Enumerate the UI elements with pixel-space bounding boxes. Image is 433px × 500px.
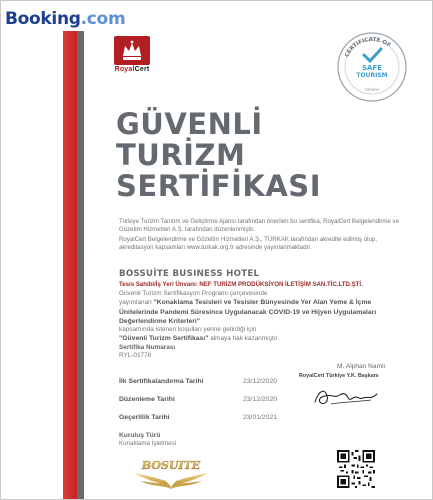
booking-brand-suffix: .com xyxy=(80,9,126,29)
title-line-3: SERTİFİKASI xyxy=(116,169,321,203)
body-line-3: kapsamında istenen koşulları yerine getirdiği için xyxy=(119,326,257,334)
hotel-name: BOSSUİTE BUSINESS HOTEL xyxy=(119,269,260,279)
booking-brand-text: Booking xyxy=(5,9,81,29)
bosuite-logo xyxy=(126,455,216,495)
red-side-band xyxy=(63,31,77,500)
owner-line xyxy=(119,281,363,288)
facility-type-label: Kuruluş Türü xyxy=(119,432,161,439)
seal-safe-text: SAFE xyxy=(361,64,383,72)
royalcert-label-cert: Cert xyxy=(134,66,150,73)
check-icon xyxy=(364,49,381,61)
certificate-body xyxy=(119,290,409,360)
first-certification-date: 23/12/2020 xyxy=(243,378,278,385)
safe-tourism-seal xyxy=(334,29,410,105)
certificate-number-label: Sertifika Numarası xyxy=(119,343,176,351)
booking-logo[interactable] xyxy=(5,9,125,29)
gray-side-band xyxy=(77,31,84,500)
body-line-2-prefix: yayımlanan xyxy=(119,299,152,307)
title-line-1: GÜVENLİ xyxy=(116,107,263,141)
signature-icon xyxy=(311,380,381,410)
qr-code-icon[interactable] xyxy=(337,450,375,488)
title-line-2: TURİZM xyxy=(116,138,246,172)
signatory-name: M. Alphan Namlı xyxy=(337,363,386,370)
validity-date-label: Geçerlilik Tarihi xyxy=(119,414,170,421)
crown-icon xyxy=(114,36,150,65)
certificate-name-suffix: almaya hak kazanmıştır. xyxy=(210,335,280,343)
intro-paragraph-2: RoyalCert Belgelendirme ve Gözetim Hizmetleri A.Ş., TÜRKAK tarafından akredite edilmiş olup, akreditasyon kapsamları www.turkak.org.tr adresinde yayınlanmaktadır. xyxy=(119,236,377,252)
issue-date-label: Düzenleme Tarihi xyxy=(119,396,175,403)
royalcert-crown-badge xyxy=(114,36,150,65)
bosuite-logo-text: BOSUITE xyxy=(141,459,201,472)
owner-value: NEF TURİZM PRODÜKSİYON İLETİŞİM SAN.TİC.LTD.ŞTİ. xyxy=(199,281,363,288)
seal-tourism-text: TOURISM xyxy=(356,72,388,79)
criteria-title: "Konaklama Tesisleri ve Tesisler Bünyesinde Yer Alan Yeme & İçme Ünitelerinde Pandemi Süresince Uygulanacak COVID-19 ve Hijyen Uygulamaları Değerlendirme Kriterleri" xyxy=(119,299,377,325)
issue-date: 23/12/2020 xyxy=(243,396,278,403)
certificate-name: "Güvenli Turizm Sertifikası" xyxy=(119,335,209,343)
royalcert-logo xyxy=(114,36,150,73)
first-certification-date-label: İlk Sertifikalandırma Tarihi xyxy=(119,378,204,385)
signatory-role: RoyalCert Türkiye Y.K. Başkanı xyxy=(299,373,379,379)
seal-country-text: TÜRKİYE xyxy=(364,88,380,92)
royalcert-label xyxy=(114,66,150,73)
intro-paragraph-1: Türkiye Turizm Tanıtım ve Geliştirme Ajansı tarafından önerilen bu sertifika, RoyalCert Belgelendirme ve Gözetim Hizmetleri A.Ş. tarafından düzenlenmiştir. xyxy=(119,218,399,234)
certificate-number: RYL-01778 xyxy=(119,352,152,360)
validity-date: 23/01/2021 xyxy=(243,414,278,421)
body-line-1: Güvenli Turizm Sertifikasyon Programı çerçevesinde xyxy=(119,290,268,297)
royalcert-label-royal: Royal xyxy=(114,66,135,73)
facility-type: Konaklama İşletmesi xyxy=(119,440,177,447)
certificate-title xyxy=(116,109,321,202)
owner-label: Tesis Sahibi/İş Yeri Ünvanı: xyxy=(119,281,198,288)
seal-ring-text: CERTIFICATE OF xyxy=(344,36,392,59)
